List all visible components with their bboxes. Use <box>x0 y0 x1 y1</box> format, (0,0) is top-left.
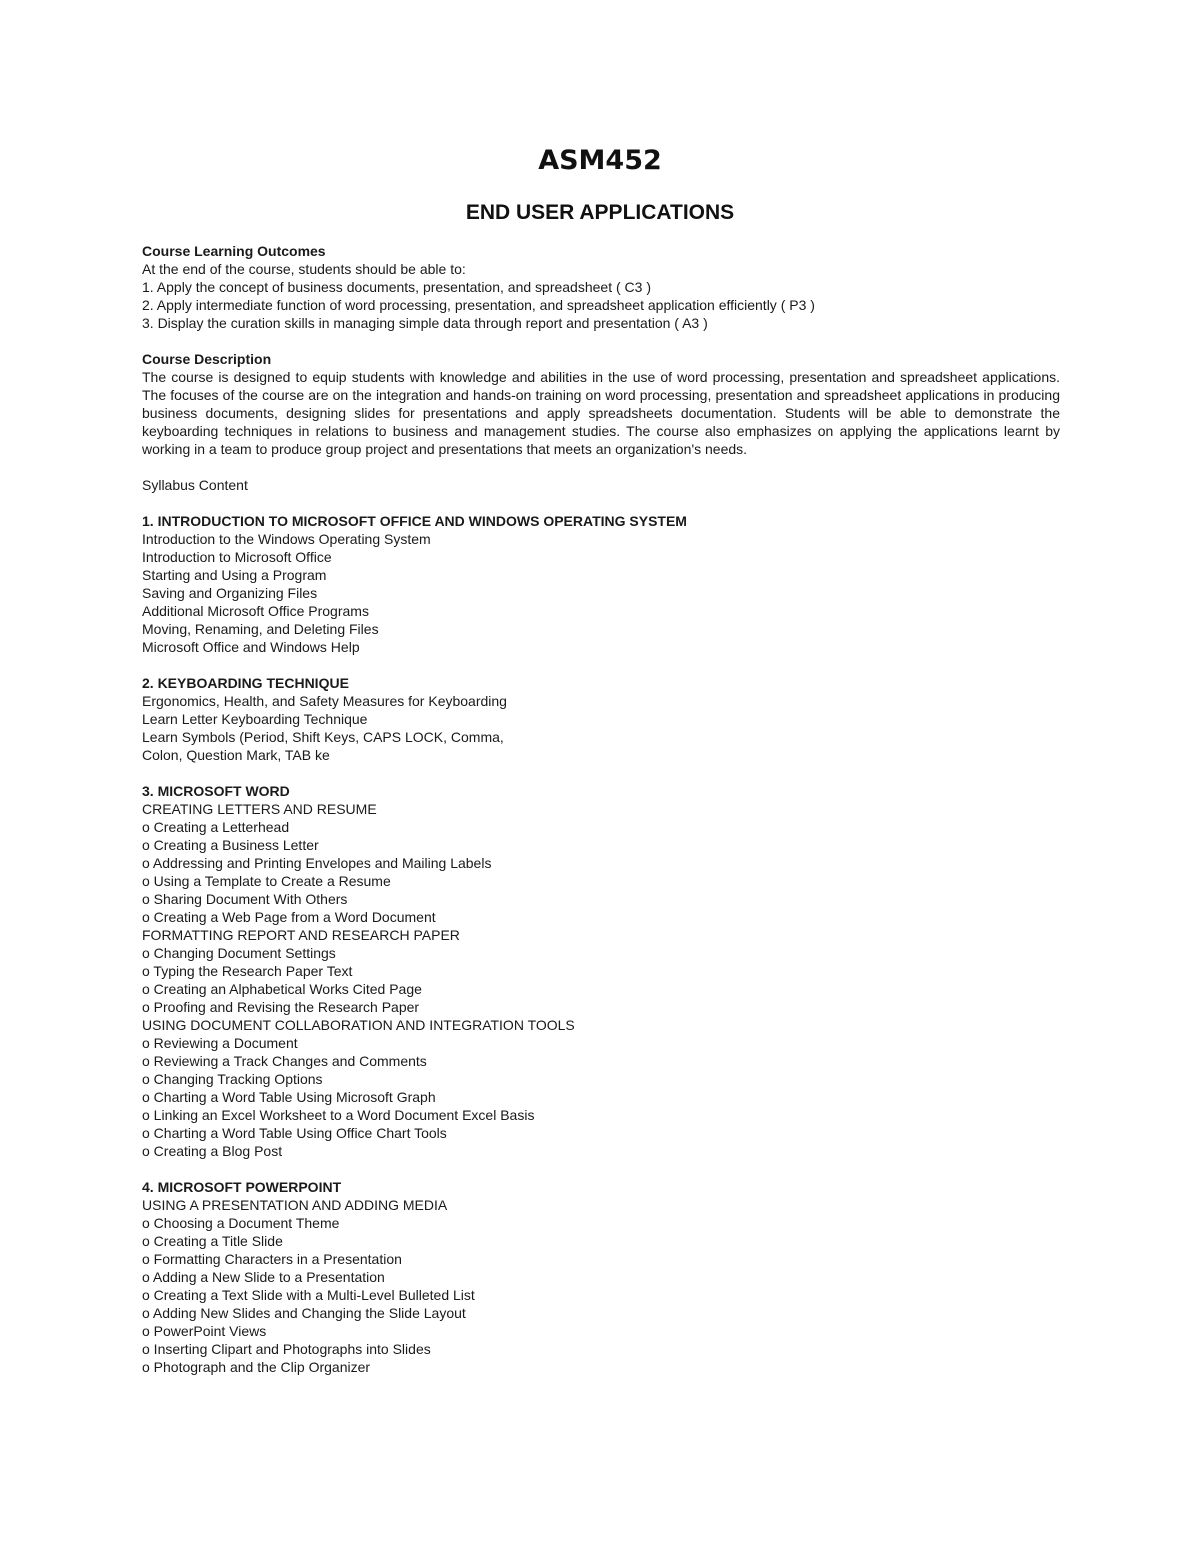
syllabus-item: Microsoft Office and Windows Help <box>142 639 360 655</box>
syllabus-item: Saving and Organizing Files <box>142 585 318 601</box>
section-title: 1. INTRODUCTION TO MICROSOFT OFFICE AND WINDOWS OPERATING SYSTEM <box>142 513 687 529</box>
syllabus-item: USING A PRESENTATION AND ADDING MEDIA <box>142 1197 448 1213</box>
syllabus-item: o Typing the Research Paper Text <box>142 963 353 979</box>
outcome-item: 1. Apply the concept of business documents, presentation, and spreadsheet ( C3 ) <box>142 279 651 295</box>
section-title: 3. MICROSOFT WORD <box>142 783 290 799</box>
syllabus-item: Colon, Question Mark, TAB ke <box>142 747 330 763</box>
syllabus-item: o PowerPoint Views <box>142 1323 267 1339</box>
outcomes-heading: Course Learning Outcomes <box>142 243 326 259</box>
outcomes-intro: At the end of the course, students should be able to: <box>142 261 466 277</box>
outcome-item: 2. Apply intermediate function of word processing, presentation, and spreadsheet application efficiently ( P3 ) <box>142 297 815 313</box>
document-body <box>142 242 1060 1376</box>
syllabus-item: Moving, Renaming, and Deleting Files <box>142 621 379 637</box>
description-text: The course is designed to equip students with knowledge and abilities in the use of word processing, presentation and spreadsheet applications. The focuses of the course are on the integration and hands-on training on word processing, presentation and spreadsheet applications in producing business documents, designing slides for presentations and apply spreadsheets documentation. Students will be able to demonstrate the keyboarding techniques in relations to business and management studies. The course also emphasizes on applying the applications learnt by working in a team to produce group project and presentations that meets an organization's needs. <box>142 369 1060 457</box>
course-title: END USER APPLICATIONS <box>465 201 735 224</box>
syllabus-item: o Charting a Word Table Using Office Chart Tools <box>142 1125 447 1141</box>
syllabus-heading: Syllabus Content <box>142 477 248 493</box>
syllabus-item: Ergonomics, Health, and Safety Measures for Keyboarding <box>142 693 507 709</box>
syllabus-item: FORMATTING REPORT AND RESEARCH PAPER <box>142 927 460 943</box>
syllabus-item: o Adding New Slides and Changing the Slide Layout <box>142 1305 466 1321</box>
syllabus-item: o Reviewing a Document <box>142 1035 298 1051</box>
syllabus-item: CREATING LETTERS AND RESUME <box>142 801 377 817</box>
syllabus-item: o Creating a Blog Post <box>142 1143 283 1159</box>
syllabus-item: o Reviewing a Track Changes and Comments <box>142 1053 427 1069</box>
syllabus-item: Introduction to the Windows Operating System <box>142 531 431 547</box>
syllabus-item: o Changing Document Settings <box>142 945 336 961</box>
syllabus-item: o Creating a Business Letter <box>142 837 319 853</box>
syllabus-item: o Creating a Web Page from a Word Document <box>142 909 436 925</box>
syllabus-item: o Photograph and the Clip Organizer <box>142 1359 371 1375</box>
syllabus-item: o Creating an Alphabetical Works Cited Page <box>142 981 422 997</box>
syllabus-item: o Creating a Title Slide <box>142 1233 283 1249</box>
syllabus-item: Learn Symbols (Period, Shift Keys, CAPS LOCK, Comma, <box>142 729 504 745</box>
syllabus-item: o Adding a New Slide to a Presentation <box>142 1269 385 1285</box>
syllabus-item: o Using a Template to Create a Resume <box>142 873 391 889</box>
syllabus-item: o Charting a Word Table Using Microsoft Graph <box>142 1089 436 1105</box>
syllabus-item: o Creating a Letterhead <box>142 819 290 835</box>
syllabus-item: o Proofing and Revising the Research Paper <box>142 999 420 1015</box>
syllabus-item: o Inserting Clipart and Photographs into Slides <box>142 1341 431 1357</box>
syllabus-item: o Formatting Characters in a Presentation <box>142 1251 402 1267</box>
section-title: 2. KEYBOARDING TECHNIQUE <box>142 675 349 691</box>
syllabus-item: o Changing Tracking Options <box>142 1071 323 1087</box>
syllabus-item: o Sharing Document With Others <box>142 891 348 907</box>
outcome-item: 3. Display the curation skills in managing simple data through report and presentation ( A3 ) <box>142 315 708 331</box>
syllabus-item: Learn Letter Keyboarding Technique <box>142 711 368 727</box>
syllabus-item: o Addressing and Printing Envelopes and Mailing Labels <box>142 855 492 871</box>
course-code: ASM452 <box>538 145 662 176</box>
syllabus-item: Introduction to Microsoft Office <box>142 549 332 565</box>
syllabus-item: Additional Microsoft Office Programs <box>142 603 369 619</box>
syllabus-item: o Creating a Text Slide with a Multi-Level Bulleted List <box>142 1287 475 1303</box>
syllabus-item: o Linking an Excel Worksheet to a Word Document Excel Basis <box>142 1107 535 1123</box>
syllabus-item: USING DOCUMENT COLLABORATION AND INTEGRATION TOOLS <box>142 1017 575 1033</box>
description-heading: Course Description <box>142 351 272 367</box>
syllabus-item: Starting and Using a Program <box>142 567 327 583</box>
syllabus-item: o Choosing a Document Theme <box>142 1215 340 1231</box>
section-title: 4. MICROSOFT POWERPOINT <box>142 1179 342 1195</box>
